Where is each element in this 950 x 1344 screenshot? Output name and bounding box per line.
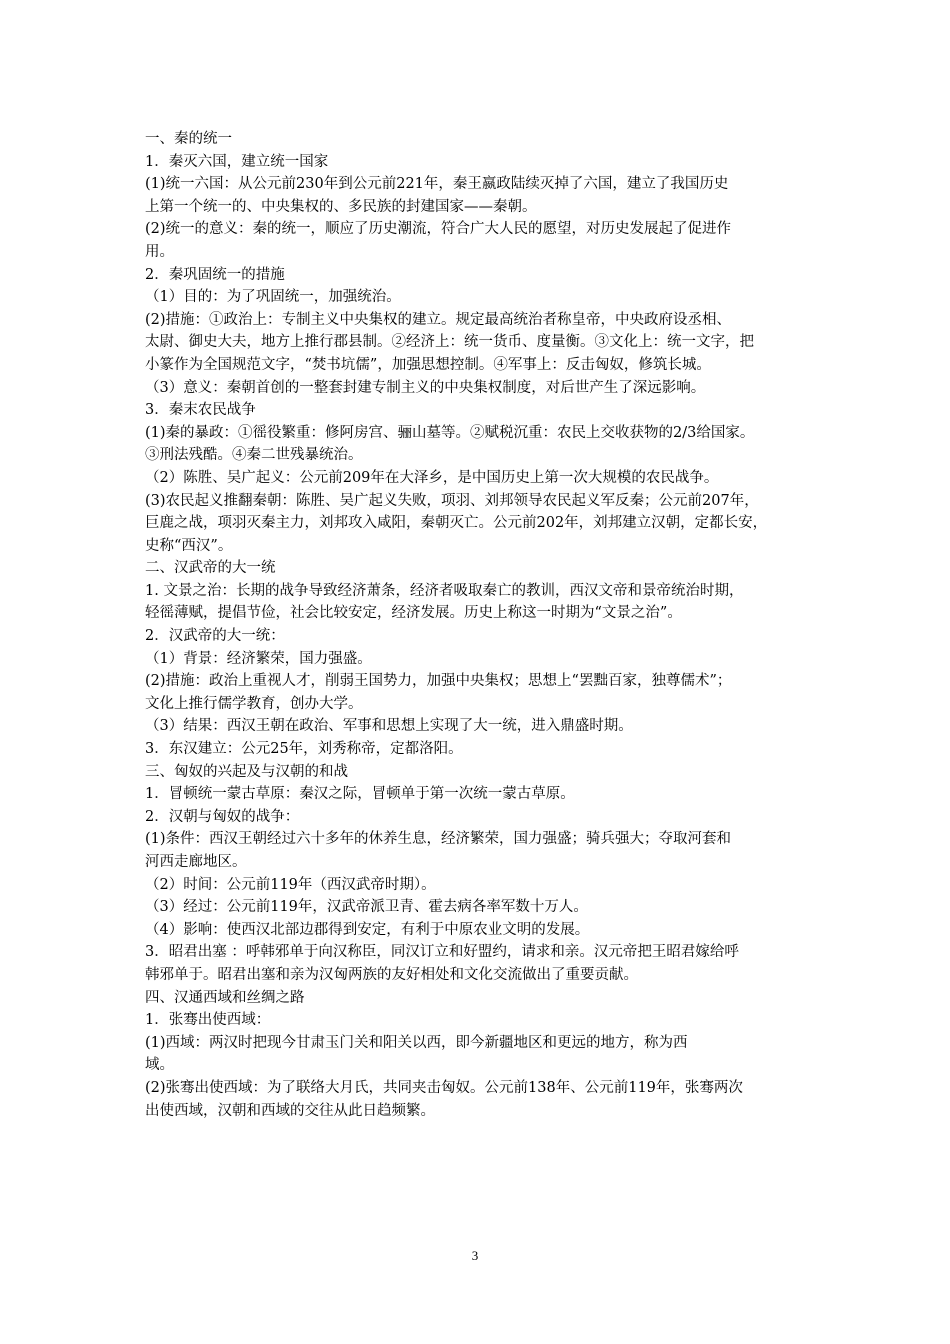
page-number: 3 (471, 1248, 479, 1263)
text-line: （2）陈胜、吴广起义：公元前209年在大泽乡，是中国历史上第一次大规模的农民战争。 (145, 469, 719, 486)
text-line: 3．东汉建立：公元25年，刘秀称帝，定都洛阳。 (145, 741, 463, 758)
text-line: 轻徭薄赋，提倡节俭，社会比较安定，经济发展。历史上称这一时期为“文景之治”。 (145, 605, 682, 622)
text-line: (3)农民起义推翻秦朝：陈胜、吴广起义失败，项羽、刘邦领导农民起义军反秦；公元前207年， (145, 492, 759, 509)
text-line: 域。 (145, 1057, 174, 1074)
text-line: 1．秦灭六国，建立统一国家 (145, 153, 329, 170)
text-line: 上第一个统一的、中央集权的、多民族的封建国家——秦朝。 (145, 198, 537, 215)
text-line: 河西走廊地区。 (145, 854, 247, 870)
text-line: (1)西域：两汉时把现今甘肃玉门关和阳关以西，即今新疆地区和更远的地方，称为西 (145, 1034, 688, 1051)
text-line: 韩邪单于。昭君出塞和亲为汉匈两族的友好相处和文化交流做出了重要贡献。 (145, 966, 638, 983)
document-body (145, 128, 813, 1122)
text-line: 3．秦末农民战争 (145, 402, 256, 419)
text-line: (2)措施：政治上重视人才，削弱王国势力，加强中央集权；思想上“罢黜百家，独尊儒术”； (145, 673, 732, 690)
text-line: (2)统一的意义：秦的统一，顺应了历史潮流，符合广大人民的愿望，对历史发展起了促进作 (145, 221, 732, 238)
text-line: 1. 文景之治：长期的战争导致经济萧条，经济者吸取秦亡的教训，西汉文帝和景帝统治时期， (145, 582, 744, 599)
text-line: 出使西域，汉朝和西域的交往从此日趋频繁。 (145, 1102, 435, 1119)
text-line: 二、汉武帝的大一统 (145, 560, 276, 577)
text-line: (1)统一六国：从公元前230年到公元前221年，秦王嬴政陆续灭掉了六国，建立了我国历史 (145, 176, 729, 193)
text-line: 史称“西汉”。 (145, 537, 233, 554)
text-line: (1)条件：西汉王朝经过六十多年的休养生息，经济繁荣，国力强盛；骑兵强大；夺取河套和 (145, 831, 732, 848)
text-line: （4）影响：使西汉北部边郡得到安定，有利于中原农业文明的发展。 (145, 921, 590, 938)
text-line: 文化上推行儒学教育，创办大学。 (145, 695, 363, 712)
text-line: 太尉、御史大夫，地方上推行郡县制。②经济上：统一货币、度量衡。③文化上：统一文字，把 (145, 334, 754, 351)
text-line: （3）经过：公元前119年，汉武帝派卫青、霍去病各率军数十万人。 (145, 899, 588, 916)
text-line: 巨鹿之战，项羽灭秦主力，刘邦攻入咸阳，秦朝灭亡。公元前202年，刘邦建立汉朝，定都长安， (145, 515, 768, 532)
text-line: (2)张骞出使西域：为了联络大月氏，共同夹击匈奴。公元前138年、公元前119年，张骞两次 (145, 1079, 743, 1096)
text-line: （3）结果：西汉王朝在政治、军事和思想上实现了大一统，进入鼎盛时期。 (145, 718, 633, 735)
text-line: 2．秦巩固统一的措施 (145, 266, 285, 283)
text-line: 2．汉朝与匈奴的战争： (145, 808, 300, 825)
text-line: 1．张骞出使西域： (145, 1012, 271, 1029)
text-line: 3．昭君出塞 ：呼韩邪单于向汉称臣，同汉订立和好盟约，请求和亲。汉元帝把王昭君嫁给呼 (145, 944, 739, 961)
text-line: 三、匈奴的兴起及与汉朝的和战 (145, 763, 348, 780)
text-line: 一、秦的统一 (145, 131, 232, 147)
text-line: (1)秦的暴政：①徭役繁重：修阿房宫、骊山墓等。②赋税沉重：农民上交收获物的2/3给国家。 (145, 424, 755, 441)
text-line: ③刑法残酷。④秦二世残暴统治。 (145, 447, 363, 464)
text-line: （1）目的：为了巩固统一，加强统治。 (145, 289, 401, 306)
text-line: 四、汉通西域和丝绸之路 (145, 989, 305, 1006)
text-line: （3）意义：秦朝首创的一整套封建专制主义的中央集权制度，对后世产生了深远影响。 (145, 379, 706, 396)
text-line: （2）时间：公元前119年（西汉武帝时期）。 (145, 876, 436, 893)
text-line: （1）背景：经济繁荣，国力强盛。 (145, 650, 372, 667)
text-line: 2．汉武帝的大一统： (145, 628, 285, 645)
text-line: 小篆作为全国规范文字，“焚书坑儒”，加强思想控制。④军事上：反击匈奴，修筑长城。 (145, 356, 711, 373)
text-line: (2)措施：①政治上：专制主义中央集权的建立。规定最高统治者称皇帝，中央政府设丞相、 (145, 311, 732, 328)
text-line: 1．冒顿统一蒙古草原：秦汉之际，冒顿单于第一次统一蒙古草原。 (145, 786, 575, 803)
text-line: 用。 (145, 243, 174, 260)
